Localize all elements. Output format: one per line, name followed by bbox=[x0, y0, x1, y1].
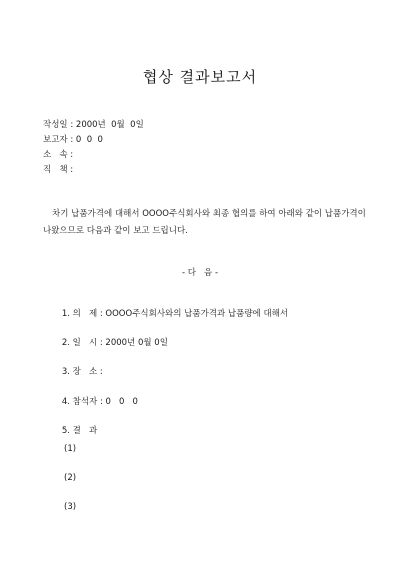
document-title: 협상 결과보고서 bbox=[142, 68, 258, 86]
item-datetime-value: 2000년 0월 0일 bbox=[105, 338, 168, 348]
item-attendees-value: 0 0 0 bbox=[105, 397, 138, 407]
item-agenda-label: 1. 의 제 : bbox=[61, 309, 106, 319]
result-sub-item-1: (1) bbox=[64, 444, 77, 454]
meta-row-date bbox=[43, 118, 144, 133]
item-result-label: 5. 결 과 bbox=[61, 426, 98, 436]
meta-label-reporter: 보고자 : bbox=[43, 135, 76, 145]
item-datetime bbox=[51, 326, 168, 358]
intro-paragraph: 차기 납품가격에 대해서 OOOO주식회사와 최종 협의를 하여 아래와 같이 납품가격이 나왔으므로 다음과 같이 보고 드립니다. bbox=[43, 209, 366, 236]
item-datetime-label: 2. 일 시 : bbox=[61, 338, 106, 348]
meta-label-department: 소 속 : bbox=[43, 150, 76, 160]
result-sub-item-2: (2) bbox=[64, 473, 77, 483]
meta-row-position bbox=[43, 163, 144, 178]
item-agenda bbox=[51, 297, 288, 329]
meta-row-reporter bbox=[43, 133, 144, 148]
item-result bbox=[51, 414, 97, 446]
meta-row-department bbox=[43, 148, 144, 163]
item-attendees-label: 4. 참석자 : bbox=[61, 397, 106, 407]
item-place-label: 3. 장 소 : bbox=[61, 367, 106, 377]
item-agenda-value: OOOO주식회사와의 납품가격과 납품량에 대해서 bbox=[105, 309, 289, 319]
item-place bbox=[51, 355, 105, 387]
meta-value-reporter: 0 0 0 bbox=[75, 135, 103, 145]
item-attendees bbox=[51, 385, 138, 417]
meta-value-date: 2000년 0월 0일 bbox=[75, 120, 144, 130]
meta-label-date: 작성일 : bbox=[43, 120, 76, 130]
meta-label-position: 직 책 : bbox=[43, 165, 76, 175]
result-sub-item-3: (3) bbox=[64, 502, 77, 512]
section-heading: - 다 음 - bbox=[181, 268, 219, 278]
meta-block bbox=[43, 118, 144, 178]
